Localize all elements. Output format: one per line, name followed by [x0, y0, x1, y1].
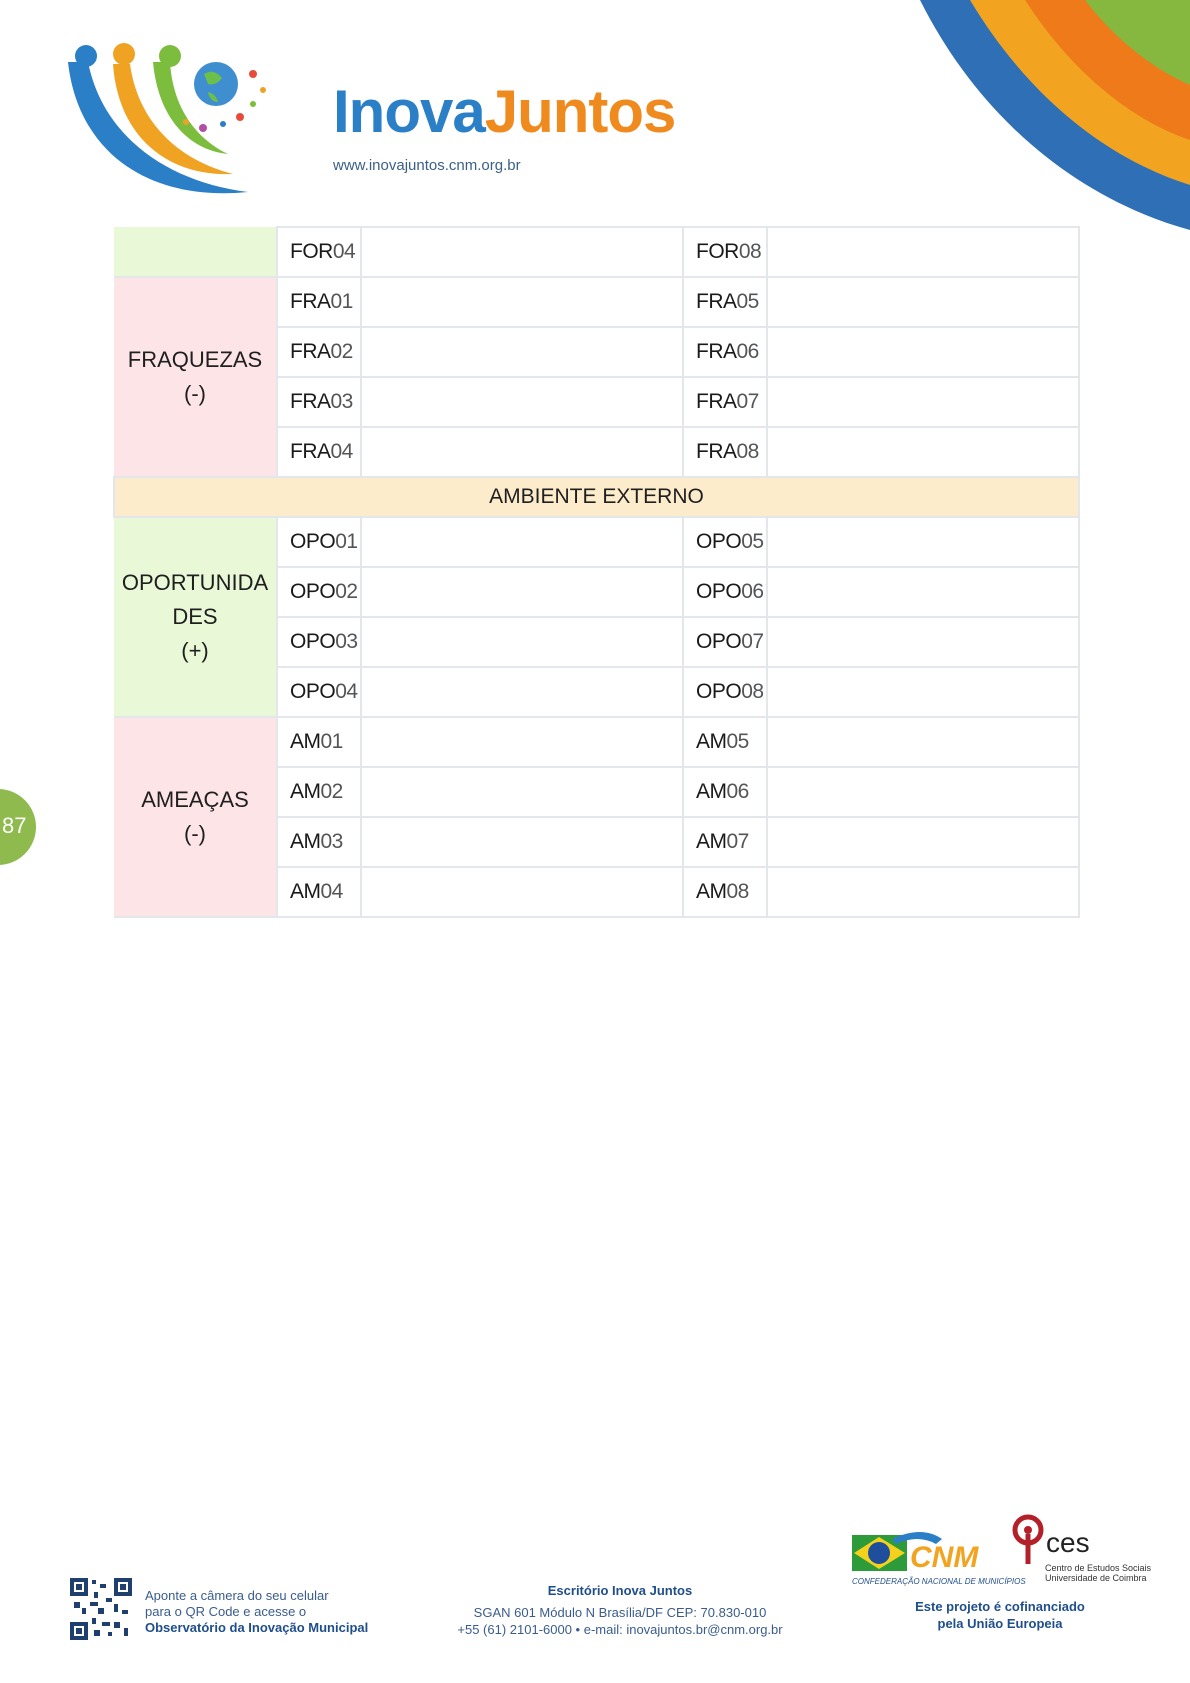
code-cell: AM02: [277, 767, 361, 817]
code-cell: AM07: [683, 817, 767, 867]
table-row: [114, 517, 1079, 567]
ces-caption-line: Universidade de Coimbra: [1045, 1573, 1147, 1583]
cnm-logo-icon: [852, 1525, 984, 1585]
qr-caption-line: Observatório da Inovação Municipal: [145, 1620, 369, 1635]
entry-cell[interactable]: [361, 327, 683, 377]
code-cell: FRA01: [277, 277, 361, 327]
qr-caption: [145, 1588, 368, 1636]
office-title: Escritório Inova Juntos: [547, 1583, 693, 1598]
entry-cell[interactable]: [361, 667, 683, 717]
entry-cell[interactable]: [767, 767, 1079, 817]
code-cell: OPO01: [277, 517, 361, 567]
category-sign: (+): [181, 638, 209, 663]
category-label: AMEAÇAS: [141, 787, 249, 812]
entry-cell[interactable]: [361, 517, 683, 567]
code-cell: AM03: [277, 817, 361, 867]
page-number-tab: [0, 789, 36, 865]
entry-cell[interactable]: [361, 567, 683, 617]
entry-cell[interactable]: [767, 277, 1079, 327]
ces-caption-line: Centro de Estudos Sociais: [1045, 1563, 1152, 1573]
entry-cell[interactable]: [767, 867, 1079, 917]
swot-table: [113, 226, 1080, 918]
code-cell: AM04: [277, 867, 361, 917]
entry-cell[interactable]: [361, 767, 683, 817]
entry-cell[interactable]: [361, 867, 683, 917]
entry-cell[interactable]: [767, 667, 1079, 717]
brand-name-part2: Juntos: [484, 78, 676, 145]
code-cell: FRA03: [277, 377, 361, 427]
code-cell: AM06: [683, 767, 767, 817]
office-contact-line: +55 (61) 2101-6000 • e-mail: inovajuntos.br@cnm.org.br: [457, 1622, 783, 1637]
entry-cell[interactable]: [361, 227, 683, 277]
entry-cell[interactable]: [361, 277, 683, 327]
code-cell: OPO03: [277, 617, 361, 667]
table-row: [114, 717, 1079, 767]
section-title: AMBIENTE EXTERNO: [114, 477, 1079, 517]
code-cell: OPO05: [683, 517, 767, 567]
fraquezas-category-cell: [114, 277, 277, 477]
code-cell: FRA08: [683, 427, 767, 477]
oportunidades-category-cell: [114, 517, 277, 717]
code-cell: AM05: [683, 717, 767, 767]
code-cell: OPO04: [277, 667, 361, 717]
table-row: [114, 277, 1079, 327]
corner-swoosh-decoration: [860, 0, 1190, 240]
entry-cell[interactable]: [767, 517, 1079, 567]
code-cell: OPO07: [683, 617, 767, 667]
code-cell: FOR08: [683, 227, 767, 277]
brand-name: [333, 78, 676, 145]
entry-cell[interactable]: [767, 377, 1079, 427]
category-label: OPORTUNIDA: [121, 570, 269, 595]
category-label: DES: [172, 604, 218, 629]
ameacas-category-cell: [114, 717, 277, 917]
code-cell: FOR04: [277, 227, 361, 277]
code-cell: OPO06: [683, 567, 767, 617]
qr-caption-line: Aponte a câmera do seu celular: [145, 1588, 329, 1603]
section-row: [114, 477, 1079, 517]
entry-cell[interactable]: [767, 817, 1079, 867]
entry-cell[interactable]: [361, 817, 683, 867]
inova-juntos-logo-icon: [58, 42, 313, 207]
entry-cell[interactable]: [361, 717, 683, 767]
qr-caption-line: para o QR Code e acesse o: [145, 1604, 307, 1619]
code-cell: FRA02: [277, 327, 361, 377]
office-contact: [430, 1582, 810, 1638]
table-row: [114, 227, 1079, 277]
entry-cell[interactable]: [767, 227, 1079, 277]
entry-cell[interactable]: [767, 327, 1079, 377]
category-sign: (-): [184, 381, 206, 406]
code-cell: AM08: [683, 867, 767, 917]
office-address: SGAN 601 Módulo N Brasília/DF CEP: 70.830-010: [473, 1605, 767, 1620]
code-cell: FRA07: [683, 377, 767, 427]
entry-cell[interactable]: [361, 377, 683, 427]
entry-cell[interactable]: [767, 617, 1079, 667]
brand-name-part1: Inova: [333, 78, 485, 145]
eu-funding-note: [905, 1598, 1095, 1632]
entry-cell[interactable]: [361, 427, 683, 477]
entry-cell[interactable]: [361, 617, 683, 667]
brand-url[interactable]: www.inovajuntos.cnm.org.br: [333, 157, 521, 174]
page-number: 87: [2, 813, 27, 838]
eu-funding-line: Este projeto é cofinanciado: [915, 1599, 1085, 1614]
category-label: FRAQUEZAS: [127, 347, 263, 372]
eu-funding-line: pela União Europeia: [937, 1616, 1063, 1631]
ces-caption: [1045, 1563, 1151, 1583]
entry-cell[interactable]: [767, 427, 1079, 477]
code-cell: OPO02: [277, 567, 361, 617]
cnm-full-name: CONFEDERAÇÃO NACIONAL DE MUNICÍPIOS: [852, 1577, 1026, 1586]
code-cell: FRA06: [683, 327, 767, 377]
code-cell: FRA05: [683, 277, 767, 327]
ces-logo-label: ces: [1046, 1527, 1090, 1558]
code-cell: FRA04: [277, 427, 361, 477]
category-sign: (-): [184, 821, 206, 846]
code-cell: AM01: [277, 717, 361, 767]
qr-code-icon[interactable]: [70, 1578, 132, 1640]
forcas-category-cell: [114, 227, 277, 277]
cnm-logo-label: CNM: [910, 1541, 979, 1574]
entry-cell[interactable]: [767, 717, 1079, 767]
entry-cell[interactable]: [767, 567, 1079, 617]
code-cell: OPO08: [683, 667, 767, 717]
